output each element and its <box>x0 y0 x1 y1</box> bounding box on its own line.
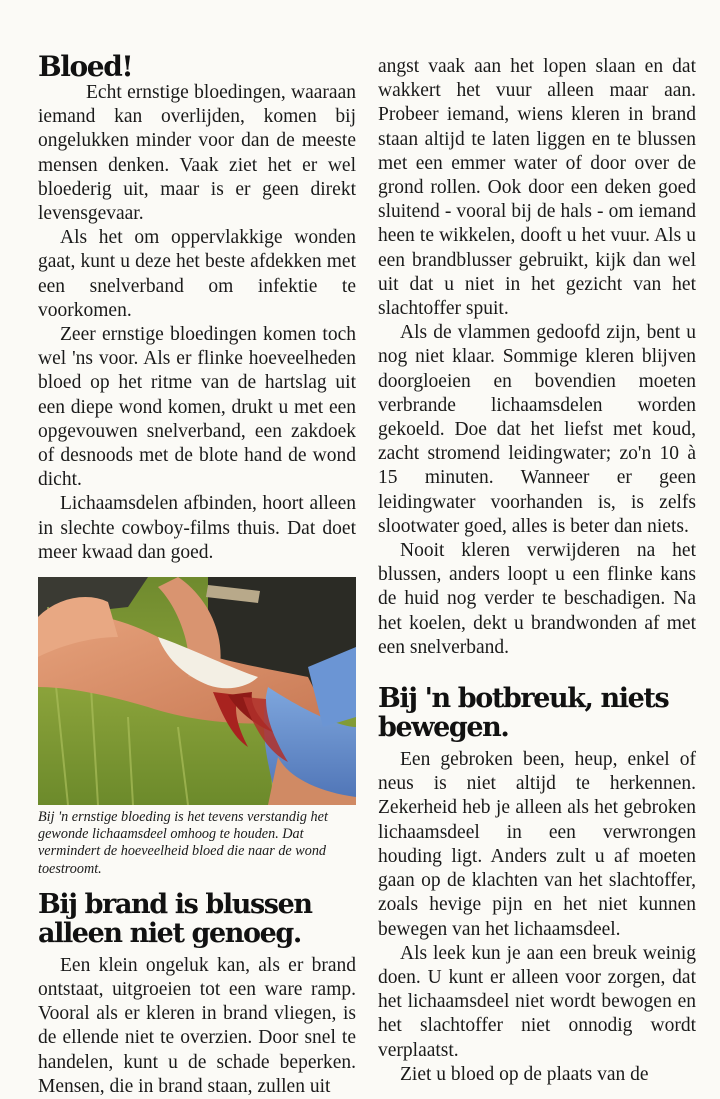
paragraph-fire-intro: Een klein ongeluk kan, als er brand ontstaat, uitgroeien tot een ware ramp. Vooral als er kleren in brand vliegen, is de ellende niet te overzien. Door snel te handelen, kunt u de schade beperken. Mensen, die in brand staan, zullen uit <box>38 954 356 1097</box>
paragraph-fracture-recognition: Een gebroken been, heup, enkel of neus is niet altijd te herkennen. Zekerheid heb je alleen als het gebroken lichaamsdeel in een verwrongen houding ligt. Anders zult u af moeten gaan op de klachten van het slachtoffer, zoals hevige pijn en het niet kunnen bewegen van het lichaamsdeel. <box>378 749 696 940</box>
heading-brand-line2: alleen niet genoeg. <box>38 917 301 949</box>
heading-botbreuk-line2: bewegen. <box>378 712 509 744</box>
paragraph-tourniquet: Lichaamsdelen afbinden, hoort alleen in slechte cowboy-films thuis. Dat doet meer kwaad dan goed. <box>38 493 356 563</box>
photo-caption: Bij 'n ernstige bloeding is het tevens verstandig het gewonde lichaamsdeel omhoog te houden. Dat vermindert de hoeveelheid bloed die naar de wond toestroomt. <box>38 809 328 877</box>
paragraph-fire-continued: angst vaak aan het lopen slaan en dat wakkert het vuur alleen maar aan. Probeer iemand, wiens kleren in brand staan altijd te laten liggen en te blussen met een emmer water of door over de grond rollen. Ook door een deken goed sluitend - vooral bij de hals - om iemand heen te wikkelen, dooft u het vuur. Als u een brandblusser gebruikt, kijk dan wel uit dat u niet in het gezicht van het slachtoffer spuit. <box>378 56 696 320</box>
paragraph-flames-out: Als de vlammen gedoofd zijn, bent u nog niet klaar. Sommige kleren blijven doorgloeien en bovendien moeten verbrande lichaamsdelen worden gekoeld. Doe dat het liefst met koud, zacht stromend leidingwater; zo'n 10 à 15 minuten. Wanneer er geen leidingwater voorhanden is, is zelfs slootwater goed, alles is beter dan niets. <box>378 322 696 537</box>
heading-bloed: Bloed! <box>38 50 133 83</box>
paragraph-blood-at-site: Ziet u bloed op de plaats van de <box>400 1063 649 1085</box>
heading-brand-line1: Bij brand is blussen <box>38 888 312 920</box>
bleeding-first-aid-photo <box>38 577 356 805</box>
left-column <box>38 0 356 1099</box>
right-column <box>378 55 696 1087</box>
paragraph-layman-help: Als leek kun je aan een breuk weinig doen. U kunt er alleen voor zorgen, dat het lichaamsdeel niet wordt bewogen en het slachtoffer niet onnodig wordt verplaatst. <box>378 942 696 1061</box>
paragraph-superficial-wounds: Als het om oppervlakkige wonden gaat, kunt u deze het beste afdekken met een snelverband om infektie te voorkomen. <box>38 227 356 321</box>
paragraph-severe-bleeding: Zeer ernstige bloedingen komen toch wel 'ns voor. Als er flinke hoeveelheden bloed op het ritme van de hartslag uit een diepe wond komen, drukt u met een opgevouwen snelverband, een zakdoek of desnoods met de blote hand de wond dicht. <box>38 324 356 491</box>
heading-botbreuk-line1: Bij 'n botbreuk, niets <box>378 683 669 715</box>
paragraph-never-remove-clothes: Nooit kleren verwijderen na het blussen, anders loopt u een flinke kans de huid nog verder te beschadigen. Na het koelen, dekt u brandwonden af met een snelverband. <box>378 540 696 658</box>
paragraph-bleeding-intro: Echt ernstige bloedingen, waaraan iemand kan overlijden, komen bij ongelukken minder voor dan de meeste mensen denken. Vaak ziet het er wel bloederig uit, maar is er geen direkt levensgevaar. <box>38 82 356 225</box>
